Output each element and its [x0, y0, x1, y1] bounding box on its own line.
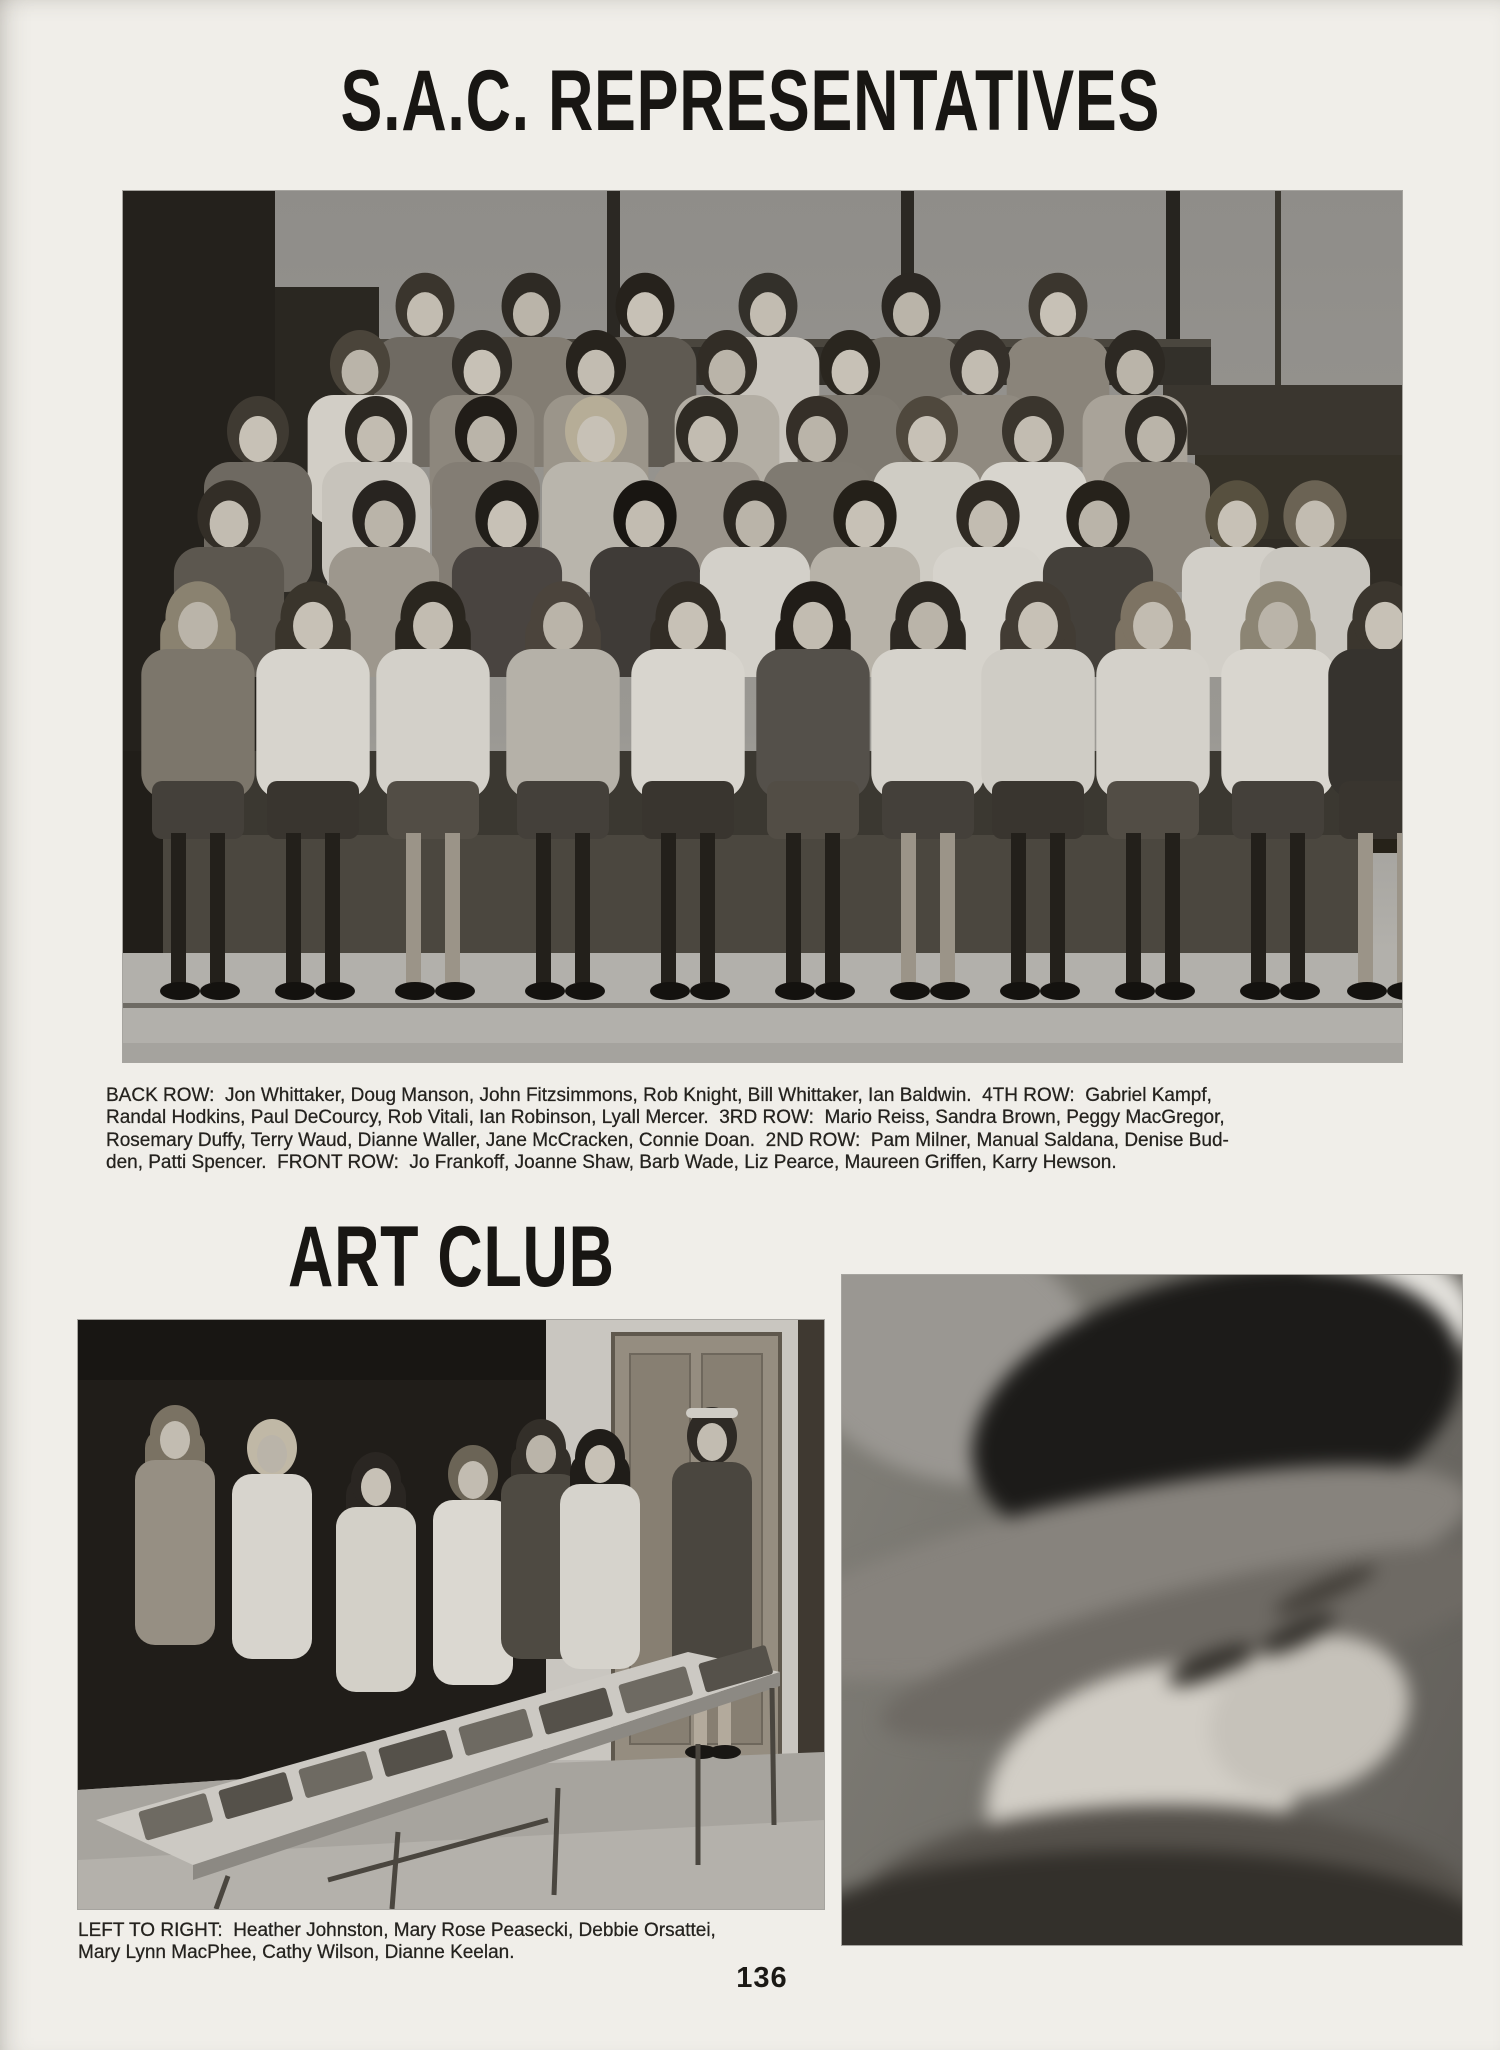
sac-caption	[106, 1085, 1436, 1175]
sac-caption-line: BACK ROW: Jon Whittaker, Doug Manson, John Fitzsimmons, Rob Knight, Bill Whittaker, Ian Baldwin. 4TH ROW: Gabriel Kampf,	[106, 1085, 1212, 1106]
closeup-abstract-shapes	[842, 1275, 1462, 1945]
art-club-title	[288, 1209, 736, 1305]
page-number: 136	[736, 1962, 788, 1994]
sac-group-photo-illustration	[123, 191, 1402, 1062]
art-club-caption	[78, 1920, 818, 1965]
art-club-title-text: ART CLUB	[288, 1209, 615, 1305]
art-club-closeup-photo	[842, 1275, 1462, 1945]
page-title-text: S.A.C. REPRESENTATIVES	[340, 53, 1160, 149]
sac-caption-line: Rosemary Duffy, Terry Waud, Dianne Waller, Jane McCracken, Connie Doan. 2ND ROW: Pam Milner, Manual Saldana, Denise Bud-	[106, 1129, 1229, 1151]
sac-caption-line: Randal Hodkins, Paul DeCourcy, Rob Vitali, Ian Robinson, Lyall Mercer. 3RD ROW: Mario Reiss, Sandra Brown, Peggy MacGregor,	[106, 1107, 1225, 1129]
page-title	[0, 53, 1500, 149]
art-club-photo	[78, 1320, 824, 1909]
sac-group-photo	[123, 191, 1402, 1062]
art-caption-line: LEFT TO RIGHT: Heather Johnston, Mary Rose Peasecki, Debbie Orsattei,	[78, 1920, 716, 1941]
art-club-photo-illustration	[78, 1320, 824, 1909]
art-caption-line: Mary Lynn MacPhee, Cathy Wilson, Dianne Keelan.	[78, 1942, 515, 1964]
sac-caption-line: den, Patti Spencer. FRONT ROW: Jo Frankoff, Joanne Shaw, Barb Wade, Liz Pearce, Maureen Griffen, Karry Hewson.	[106, 1152, 1117, 1174]
